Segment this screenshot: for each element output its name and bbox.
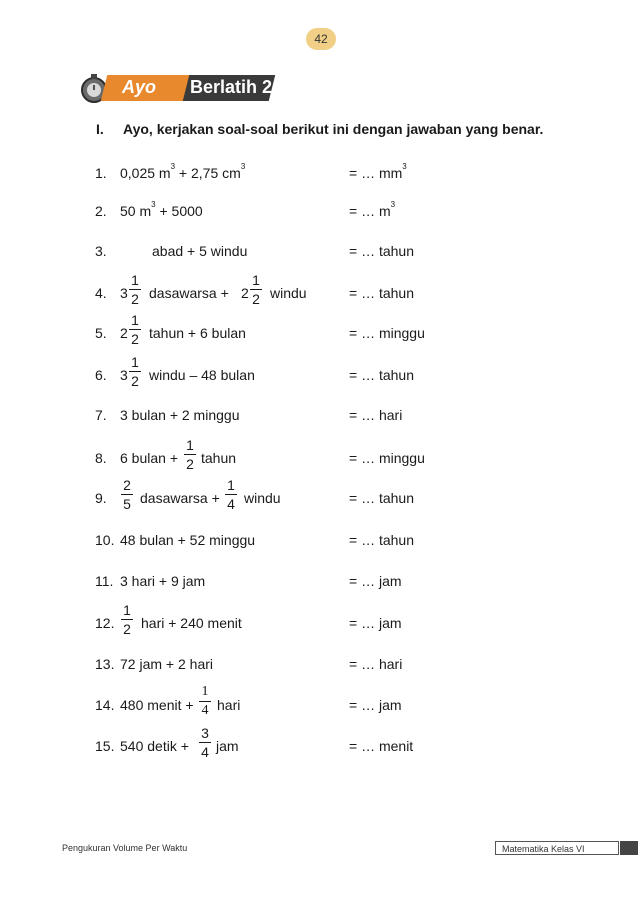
problem-number: 6.: [95, 367, 107, 383]
whole-number: 3: [120, 285, 128, 301]
problem-number: 10.: [95, 532, 115, 548]
problem-number: 12.: [95, 615, 115, 631]
problem-text: tahun: [201, 450, 237, 466]
answer-9: = … tahun: [349, 490, 414, 506]
problem-text: windu – 48 bulan: [149, 367, 255, 383]
problem-number: 7.: [95, 407, 107, 423]
problem-text: windu: [244, 490, 281, 506]
answer-5: = … minggu: [349, 325, 425, 341]
problem-text: 3 hari + 9 jam: [120, 573, 206, 589]
problem-number: 14.: [95, 697, 115, 713]
problem-number: 2.: [95, 203, 107, 219]
problem-text: abad + 5 windu: [152, 243, 248, 259]
page-number-badge: 42: [306, 28, 336, 50]
answer-4: = … tahun: [349, 285, 414, 301]
instruction-number: I.: [96, 121, 104, 137]
whole-number: 3: [120, 367, 128, 383]
problem-text: dasawarsa +: [149, 285, 229, 301]
problem-number: 4.: [95, 285, 107, 301]
answer-11: = … jam: [349, 573, 402, 589]
answer-14: = … jam: [349, 697, 402, 713]
problem-text: tahun + 6 bulan: [149, 325, 246, 341]
footer-book-title: Matematika Kelas VI: [495, 841, 619, 855]
answer-7: = … hari: [349, 407, 403, 423]
section-banner: [78, 72, 273, 104]
problem-number: 3.: [95, 243, 107, 259]
whole-number: 2: [241, 285, 249, 301]
footer-decor-bar: [620, 841, 638, 855]
problem-text: 540 detik +: [120, 738, 189, 754]
problem-number: 15.: [95, 738, 115, 754]
problem-text: 6 bulan +: [120, 450, 178, 466]
answer-10: = … tahun: [349, 532, 414, 548]
problem-number: 8.: [95, 450, 107, 466]
problem-number: 13.: [95, 656, 115, 672]
footer-chapter-title: Pengukuran Volume Per Waktu: [62, 843, 188, 853]
problem-text: 50 $m^3 + 5000$: [120, 200, 203, 219]
problem-number: 11.: [95, 573, 114, 589]
problem-text: 48 bulan + 52 minggu: [120, 532, 256, 548]
problem-text: 72 jam + 2 hari: [120, 656, 213, 672]
problem-text: 0,025 $m^3 + 2,75$ $cm^3$: [120, 162, 246, 181]
banner-ayo-label: Ayo: [122, 77, 157, 97]
answer-1: = … $mm^3$: [349, 162, 407, 181]
answer-2: = … $m^3$: [349, 200, 396, 219]
answer-8: = … minggu: [349, 450, 425, 466]
answer-13: = … hari: [349, 656, 403, 672]
whole-number: 2: [120, 325, 128, 341]
problem-text: dasawarsa +: [140, 490, 220, 506]
problem-number: 9.: [95, 490, 107, 506]
banner-title: Berlatih 2: [190, 77, 273, 97]
problem-text: 3 bulan + 2 minggu: [120, 407, 240, 423]
problem-text: windu: [270, 285, 307, 301]
problem-text: hari + 240 menit: [141, 615, 242, 631]
answer-6: = … tahun: [349, 367, 414, 383]
problem-text: hari: [217, 697, 241, 713]
answer-3: = … tahun: [349, 243, 414, 259]
problem-number: 5.: [95, 325, 107, 341]
problem-text: 480 menit +: [120, 697, 194, 713]
instruction-text: Ayo, kerjakan soal-soal berikut ini dengan jawaban yang benar.: [123, 121, 544, 137]
answer-12: = … jam: [349, 615, 402, 631]
answer-15: = … menit: [349, 738, 414, 754]
problem-number: 1.: [95, 165, 107, 181]
problem-text: jam: [216, 738, 239, 754]
